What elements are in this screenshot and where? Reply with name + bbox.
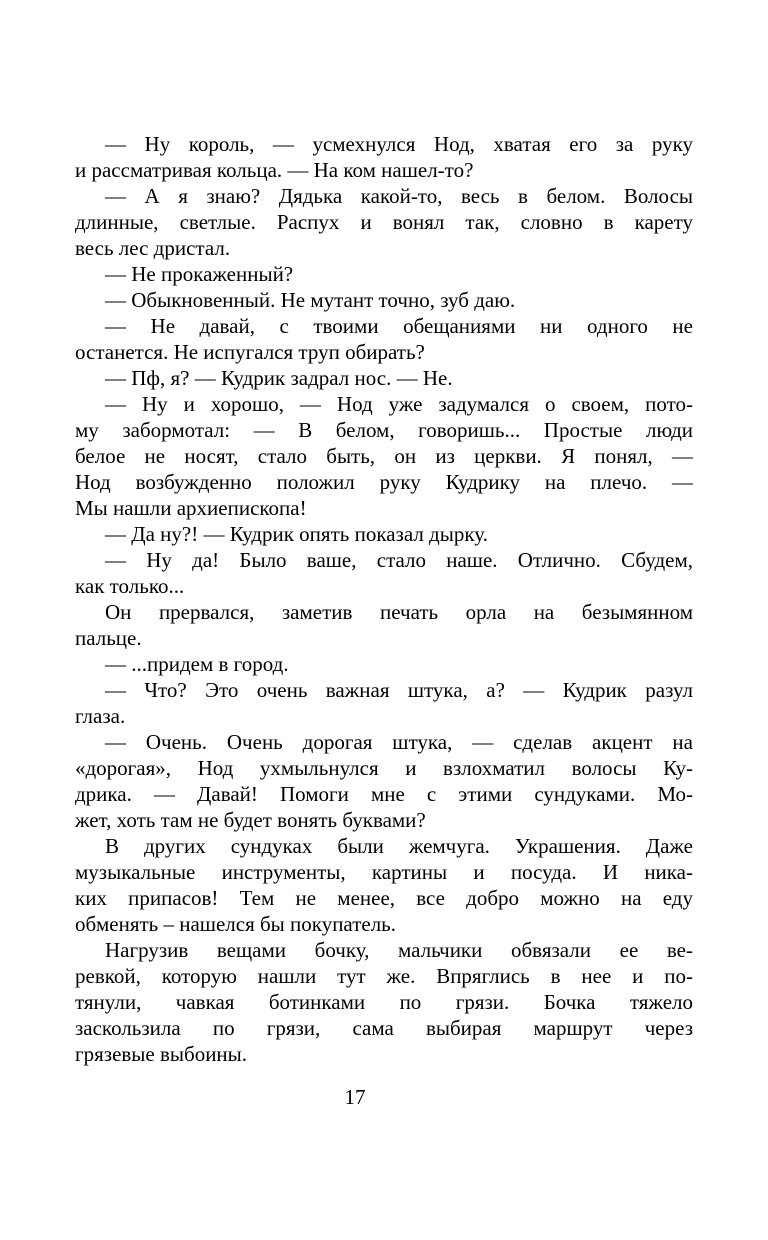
text-line: и рассматривая кольца. — На ком нашел-то?: [75, 158, 474, 182]
text-line: ких припасов! Тем не менее, все добро можно на еду: [75, 886, 693, 910]
text-line: — Не давай, с твоими обещаниями ни одного не: [105, 314, 693, 338]
text-line: пальце.: [75, 626, 142, 650]
text-line: заскользила по грязи, сама выбирая маршрут через: [75, 1016, 693, 1040]
text-line: му забормотал: — В белом, говоришь... Простые люди: [75, 418, 693, 442]
text-line: Нод возбужденно положил руку Кудрику на плечо. —: [75, 470, 693, 494]
paragraph: [75, 131, 693, 183]
text-line: — Пф, я? — Кудрик задрал нос. — Не.: [105, 366, 453, 390]
paragraph: [75, 651, 693, 677]
paragraph: [75, 677, 693, 729]
text-line: В других сундуках были жемчуга. Украшения. Даже: [105, 834, 693, 858]
text-line: — Ну и хорошо, — Нод уже задумался о своем, пото-: [105, 392, 693, 416]
paragraph: [75, 521, 693, 547]
text-line: весь лес дристал.: [75, 236, 231, 260]
text-line: длинные, светлые. Распух и вонял так, словно в карету: [75, 210, 693, 234]
paragraph: [75, 729, 693, 833]
text-line: — Не прокаженный?: [105, 262, 294, 286]
paragraph: [75, 833, 693, 937]
text-line: Он прервался, заметив печать орла на безымянном: [105, 600, 693, 624]
text-line: — Очень. Очень дорогая штука, — сделав акцент на: [105, 730, 693, 754]
text-line: белое не носят, стало быть, он из церкви. Я понял, —: [75, 444, 693, 468]
text-line: глаза.: [75, 704, 126, 728]
text-line: как только...: [75, 574, 185, 598]
text-line: — Да ну?! — Кудрик опять показал дырку.: [105, 522, 488, 546]
page-number: 17: [344, 1085, 366, 1109]
text-line: дрика. — Давай! Помоги мне с этими сундуками. Мо-: [75, 782, 693, 806]
text-line: — Что? Это очень важная штука, а? — Кудрик разул: [105, 678, 693, 702]
text-line: Мы нашли архиепископа!: [75, 496, 307, 520]
page-text: [75, 131, 693, 1067]
paragraph: [75, 937, 693, 1067]
text-line: тянули, чавкая ботинками по грязи. Бочка тяжело: [75, 990, 693, 1014]
text-line: Нагрузив вещами бочку, мальчики обвязали ее ве-: [105, 938, 693, 962]
text-line: ревкой, которую нашли тут же. Впряглись в нее и по-: [75, 964, 693, 988]
text-line: обменять – нашелся бы покупатель.: [75, 912, 397, 936]
text-line: останется. Не испугался труп обирать?: [75, 340, 425, 364]
text-line: — Ну король, — усмехнулся Нод, хватая его за руку: [105, 132, 693, 156]
paragraph: [75, 287, 693, 313]
text-line: — ...придем в город.: [105, 652, 289, 676]
paragraph: [75, 599, 693, 651]
paragraph: [75, 183, 693, 261]
text-line: жет, хоть там не будет вонять буквами?: [75, 808, 426, 832]
text-line: «дорогая», Нод ухмыльнулся и взлохматил волосы Ку-: [75, 756, 693, 780]
paragraph: [75, 547, 693, 599]
paragraph: [75, 391, 693, 521]
text-line: — А я знаю? Дядька какой-то, весь в белом. Волосы: [105, 184, 693, 208]
text-line: музыкальные инструменты, картины и посуда. И ника-: [75, 860, 693, 884]
paragraph: [75, 313, 693, 365]
paragraph: [75, 365, 693, 391]
paragraph: [75, 261, 693, 287]
text-line: — Ну да! Было ваше, стало наше. Отлично. Сбудем,: [105, 548, 693, 572]
text-line: грязевые выбоины.: [75, 1042, 248, 1066]
text-line: — Обыкновенный. Не мутант точно, зуб даю.: [105, 288, 516, 312]
